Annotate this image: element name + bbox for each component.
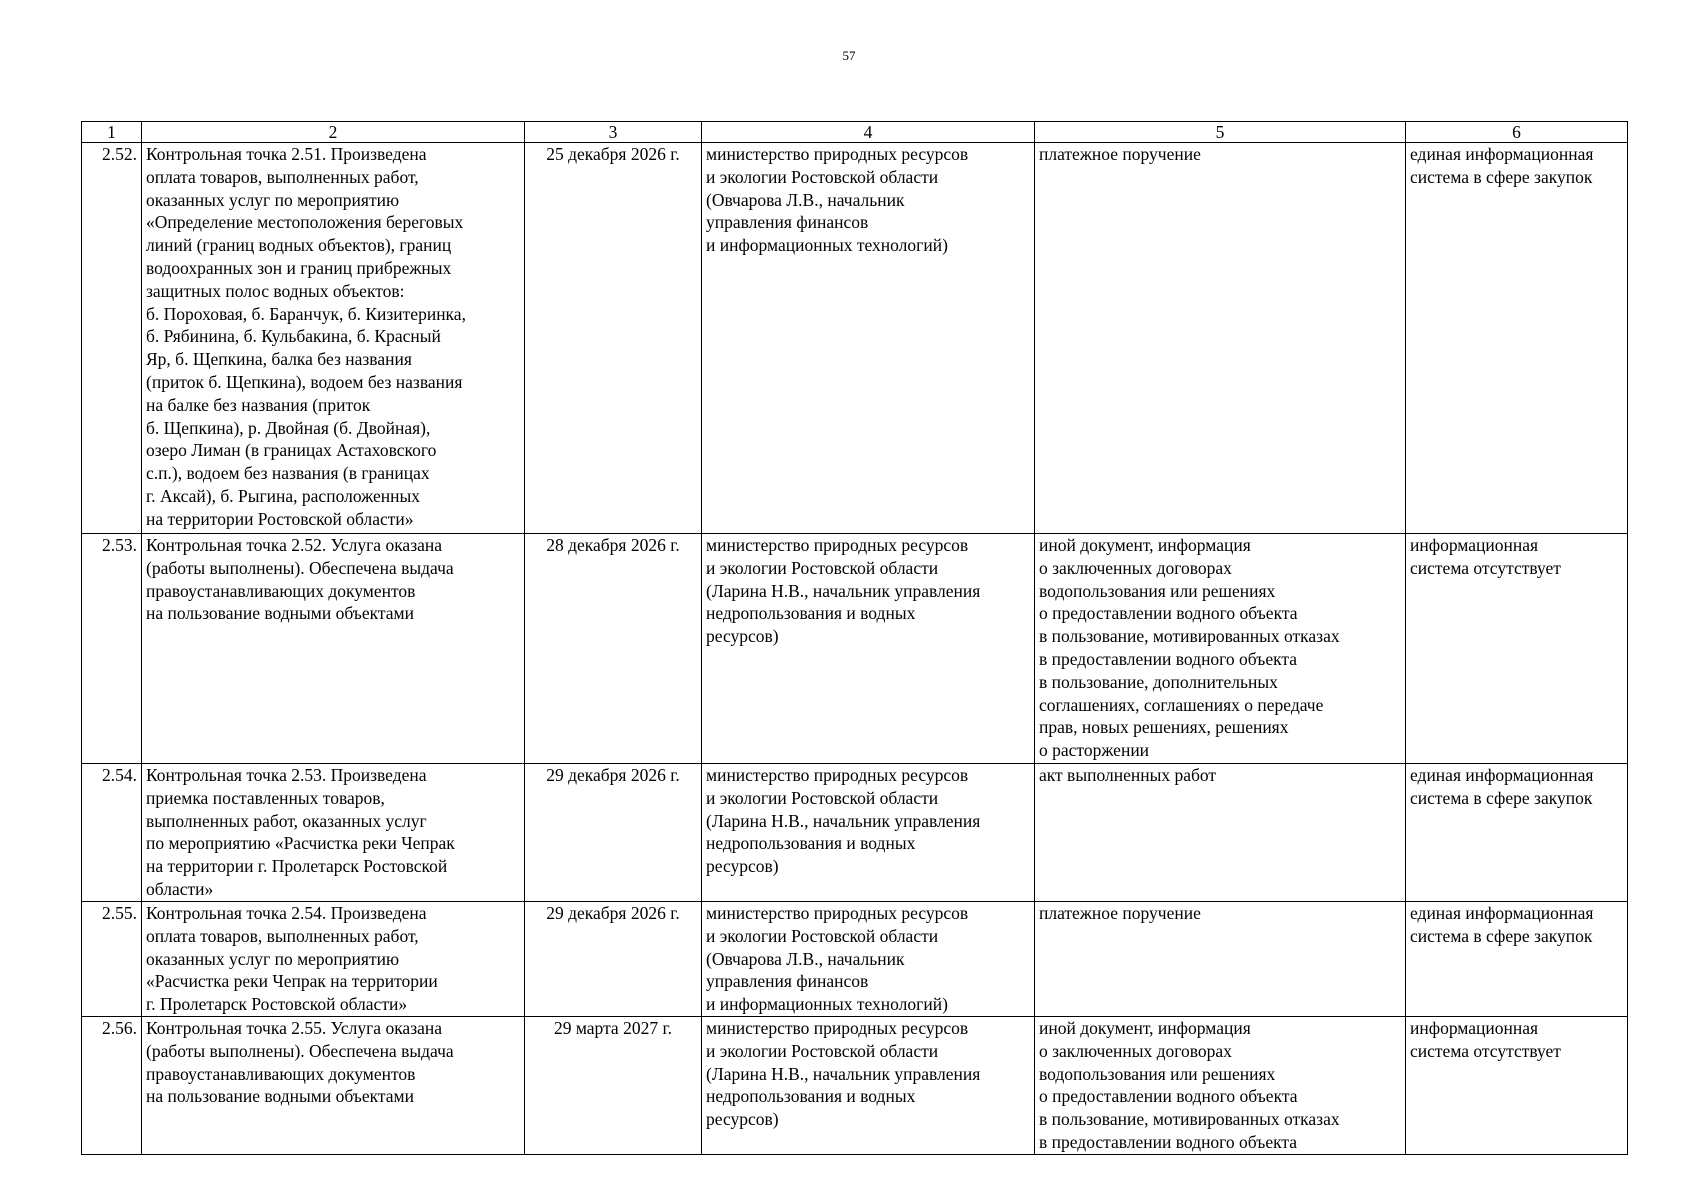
column-number: 1 (82, 122, 142, 143)
text-line: с.п.), водоем без названия (в границах (146, 463, 430, 484)
event-cell (142, 143, 525, 534)
page-number: 57 (842, 48, 856, 63)
text-line: информационная (1410, 535, 1539, 555)
text-line: по мероприятию «Расчистка реки Чепрак (146, 833, 455, 854)
text-line: система в сфере закупок (1410, 925, 1593, 946)
text-line: б. Пороховая, б. Баранчук, б. Кизитеринка, (146, 303, 466, 324)
text-line: недропользования и водных (706, 603, 916, 624)
text-line: на балке без названия (приток (146, 394, 371, 415)
text-line: и экологии Ростовской области (706, 166, 939, 187)
column-number: 4 (702, 122, 1035, 143)
text-line: оказанных услуг по мероприятию (146, 948, 400, 969)
text-line: и экологии Ростовской области (706, 925, 939, 946)
date-cell: 29 декабря 2026 г. (525, 902, 702, 1017)
responsible-cell (702, 143, 1035, 534)
text-line: министерство природных ресурсов (706, 765, 969, 785)
event-cell (142, 764, 525, 902)
text-line: недропользования и водных (706, 833, 916, 854)
date-cell: 25 декабря 2026 г. (525, 143, 702, 534)
row-number: 2.55. (82, 902, 142, 1017)
text-line: и информационных технологий) (706, 235, 948, 256)
text-line: водопользования или решениях (1039, 580, 1276, 601)
text-line: выполненных работ, оказанных услуг (146, 810, 427, 831)
text-line: Контрольная точка 2.51. Произведена (146, 144, 427, 164)
text-line: в пользование, дополнительных (1039, 671, 1278, 692)
table-row (82, 534, 1628, 764)
column-number: 5 (1035, 122, 1406, 143)
text-line: (Ларина Н.В., начальник управления (706, 580, 981, 601)
control-points-table (81, 121, 1628, 1155)
text-line: (Ларина Н.В., начальник управления (706, 810, 981, 831)
document-cell (1035, 764, 1406, 902)
row-number: 2.54. (82, 764, 142, 902)
text-line: б. Щепкина), р. Двойная (б. Двойная), (146, 417, 431, 438)
text-line: (Овчарова Л.В., начальник (706, 189, 905, 210)
text-line: ресурсов) (706, 1109, 779, 1130)
document-cell (1035, 534, 1406, 764)
text-line: управления финансов (706, 212, 869, 233)
text-line: в предоставлении водного объекта (1039, 1131, 1297, 1152)
text-line: г. Пролетарск Ростовской области» (146, 994, 408, 1015)
system-cell (1406, 143, 1628, 534)
column-number: 2 (142, 122, 525, 143)
system-cell (1406, 764, 1628, 902)
text-line: иной документ, информация (1039, 535, 1251, 555)
text-line: (работы выполнены). Обеспечена выдача (146, 1040, 454, 1061)
date-cell: 29 декабря 2026 г. (525, 764, 702, 902)
text-line: система отсутствует (1410, 557, 1561, 578)
text-line: и экологии Ростовской области (706, 787, 939, 808)
document-cell (1035, 902, 1406, 1017)
text-line: защитных полос водных объектов: (146, 280, 405, 301)
text-line: «Определение местоположения береговых (146, 212, 464, 233)
table-row (82, 143, 1628, 534)
text-line: (работы выполнены). Обеспечена выдача (146, 557, 454, 578)
document-cell (1035, 1017, 1406, 1155)
text-line: министерство природных ресурсов (706, 903, 969, 923)
text-line: оказанных услуг по мероприятию (146, 189, 400, 210)
text-line: на территории Ростовской области» (146, 508, 414, 529)
text-line: система отсутствует (1410, 1040, 1561, 1061)
text-line: Контрольная точка 2.55. Услуга оказана (146, 1018, 443, 1038)
system-cell (1406, 902, 1628, 1017)
text-line: акт выполненных работ (1039, 765, 1217, 785)
system-cell (1406, 1017, 1628, 1155)
event-cell (142, 1017, 525, 1155)
text-line: (Ларина Н.В., начальник управления (706, 1063, 981, 1084)
text-line: министерство природных ресурсов (706, 535, 969, 555)
text-line: Контрольная точка 2.53. Произведена (146, 765, 427, 785)
column-number-row (82, 122, 1628, 143)
text-line: министерство природных ресурсов (706, 1018, 969, 1038)
text-line: о предоставлении водного объекта (1039, 603, 1298, 624)
text-line: и информационных технологий) (706, 994, 948, 1015)
column-number: 6 (1406, 122, 1628, 143)
text-line: (Овчарова Л.В., начальник (706, 948, 905, 969)
text-line: и экологии Ростовской области (706, 1040, 939, 1061)
document-cell (1035, 143, 1406, 534)
text-line: водоохранных зон и границ прибрежных (146, 257, 452, 278)
text-line: в предоставлении водного объекта (1039, 648, 1297, 669)
text-line: о заключенных договорах (1039, 557, 1232, 578)
text-line: на пользование водными объектами (146, 603, 414, 624)
text-line: платежное поручение (1039, 144, 1201, 164)
text-line: иной документ, информация (1039, 1018, 1251, 1038)
text-line: оплата товаров, выполненных работ, (146, 166, 419, 187)
column-number: 3 (525, 122, 702, 143)
text-line: платежное поручение (1039, 903, 1201, 923)
text-line: Контрольная точка 2.54. Произведена (146, 903, 427, 923)
text-line: правоустанавливающих документов (146, 580, 416, 601)
text-line: в пользование, мотивированных отказах (1039, 1109, 1340, 1130)
table-row (82, 902, 1628, 1017)
responsible-cell (702, 1017, 1035, 1155)
text-line: правоустанавливающих документов (146, 1063, 416, 1084)
text-line: единая информационная (1410, 765, 1594, 785)
row-number: 2.52. (82, 143, 142, 534)
text-line: о заключенных договорах (1039, 1040, 1232, 1061)
text-line: недропользования и водных (706, 1086, 916, 1107)
text-line: в пользование, мотивированных отказах (1039, 626, 1340, 647)
text-line: ресурсов) (706, 856, 779, 877)
system-cell (1406, 534, 1628, 764)
text-line: система в сфере закупок (1410, 166, 1593, 187)
text-line: единая информационная (1410, 903, 1594, 923)
text-line: приемка поставленных товаров, (146, 787, 385, 808)
responsible-cell (702, 764, 1035, 902)
text-line: на пользование водными объектами (146, 1086, 414, 1107)
table-row (82, 1017, 1628, 1155)
text-line: на территории г. Пролетарск Ростовской (146, 856, 448, 877)
text-line: о предоставлении водного объекта (1039, 1086, 1298, 1107)
text-line: «Расчистка реки Чепрак на территории (146, 971, 438, 992)
text-line: г. Аксай), б. Рыгина, расположенных (146, 485, 421, 506)
text-line: (приток б. Щепкина), водоем без названия (146, 371, 463, 392)
text-line: б. Рябинина, б. Кульбакина, б. Красный (146, 326, 441, 347)
text-line: Яр, б. Щепкина, балка без названия (146, 349, 412, 370)
row-number: 2.56. (82, 1017, 142, 1155)
text-line: оплата товаров, выполненных работ, (146, 925, 419, 946)
text-line: линий (границ водных объектов), границ (146, 235, 452, 256)
responsible-cell (702, 902, 1035, 1017)
text-line: и экологии Ростовской области (706, 557, 939, 578)
responsible-cell (702, 534, 1035, 764)
text-line: информационная (1410, 1018, 1539, 1038)
text-line: управления финансов (706, 971, 869, 992)
event-cell (142, 902, 525, 1017)
text-line: озеро Лиман (в границах Астаховского (146, 440, 437, 461)
row-number: 2.53. (82, 534, 142, 764)
text-line: водопользования или решениях (1039, 1063, 1276, 1084)
event-cell (142, 534, 525, 764)
table-row (82, 764, 1628, 902)
date-cell: 28 декабря 2026 г. (525, 534, 702, 764)
text-line: Контрольная точка 2.52. Услуга оказана (146, 535, 443, 555)
text-line: министерство природных ресурсов (706, 144, 969, 164)
text-line: области» (146, 878, 214, 899)
date-cell: 29 марта 2027 г. (525, 1017, 702, 1155)
text-line: соглашениях, соглашениях о передаче (1039, 694, 1324, 715)
text-line: о расторжении (1039, 740, 1150, 761)
text-line: система в сфере закупок (1410, 787, 1593, 808)
text-line: единая информационная (1410, 144, 1594, 164)
text-line: ресурсов) (706, 626, 779, 647)
text-line: прав, новых решениях, решениях (1039, 717, 1289, 738)
